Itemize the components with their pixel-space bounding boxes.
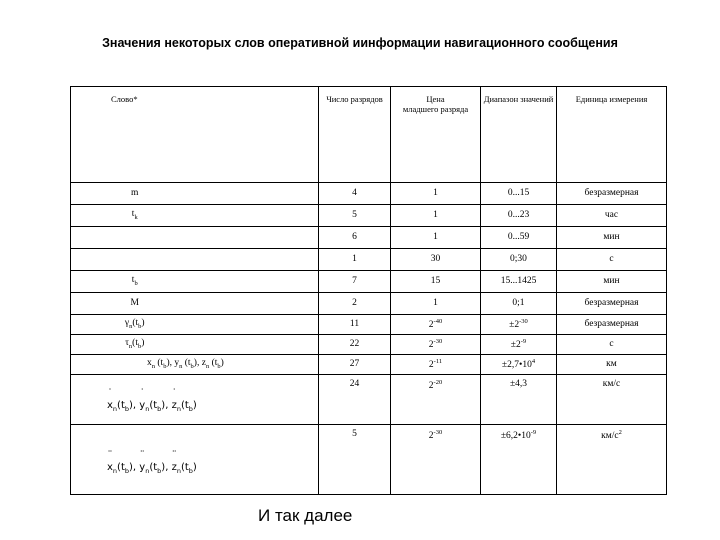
word-velocity: ˙ $x_n(t_b)$, ˙ $y_n(t_b)$, ˙ $z_n(t_b)$ xyxy=(71,375,319,425)
velocity-x: ˙ x xyxy=(107,400,113,412)
table-row: ˙ $x_n(t_b)$, ˙ $y_n(t_b)$, ˙ $z_n(t_b)$ 24 $2^{-20}$ ±4,3 км/с xyxy=(71,375,667,425)
navigation-data-table xyxy=(70,86,667,495)
table-row: $t_k$ 5 1 0...23 час xyxy=(71,205,667,227)
velocity-y: ˙ y xyxy=(139,400,145,412)
header-word: Слово* xyxy=(71,87,199,183)
table-row: M 2 1 0;1 безразмерная xyxy=(71,293,667,315)
table-row: $t_b$ 7 15 15...1425 мин xyxy=(71,271,667,293)
velocity-z: ˙ z xyxy=(172,400,177,412)
table-row: $\gamma_n(t_b)$ 11 $2^{-40}$ $\pm 2^{-30}$ безразмерная xyxy=(71,315,667,335)
header-range: Диапазон значений xyxy=(481,87,557,183)
word-tk: $t_k$ xyxy=(71,205,199,227)
acceleration-y: ¨ y xyxy=(139,462,145,474)
word-tb: $t_b$ xyxy=(71,271,199,293)
header-lsb: Цена младшего разряда xyxy=(391,87,481,183)
word-acceleration: ¨ $x_n(t_b)$, ¨ $y_n(t_b)$, ¨ $z_n(t_b)$ xyxy=(71,425,319,495)
table-row: 1 30 0;30 с xyxy=(71,249,667,271)
acceleration-x: ¨ x xyxy=(107,462,113,474)
table-row: $\tau_n(t_b)$ 22 $2^{-30}$ $\pm 2^{-9}$ с xyxy=(71,335,667,355)
table-row: $x_n$ $(t_b)$, $y_n$ $(t_b)$, $z_n$ $(t_b)$ 27 $2^{-11}$ $\pm 2,7•10^4$ км xyxy=(71,355,667,375)
header-unit: Единица измерения xyxy=(557,87,667,183)
acceleration-z: ¨ z xyxy=(172,462,177,474)
word-coordinates: $x_n$ $(t_b)$, $y_n$ $(t_b)$, $z_n$ $(t_b)$ xyxy=(71,355,319,375)
page-title: Значения некоторых слов оперативной иинформации навигационного сообщения xyxy=(102,36,618,50)
word-tau: $\tau_n(t_b)$ xyxy=(71,335,199,355)
table-header-row xyxy=(71,87,667,183)
footer-text: И так далее xyxy=(258,506,353,525)
table-row: m 4 1 0...15 безразмерная xyxy=(71,183,667,205)
table-row: 6 1 0...59 мин xyxy=(71,227,667,249)
table-row: ¨ $x_n(t_b)$, ¨ $y_n(t_b)$, ¨ $z_n(t_b)$ 5 $2^{-30}$ $\pm 6,2•10^{-9}$ $км/с^2$ xyxy=(71,425,667,495)
word-gamma: $\gamma_n(t_b)$ xyxy=(71,315,199,335)
header-bits: Число разрядов xyxy=(319,87,391,183)
